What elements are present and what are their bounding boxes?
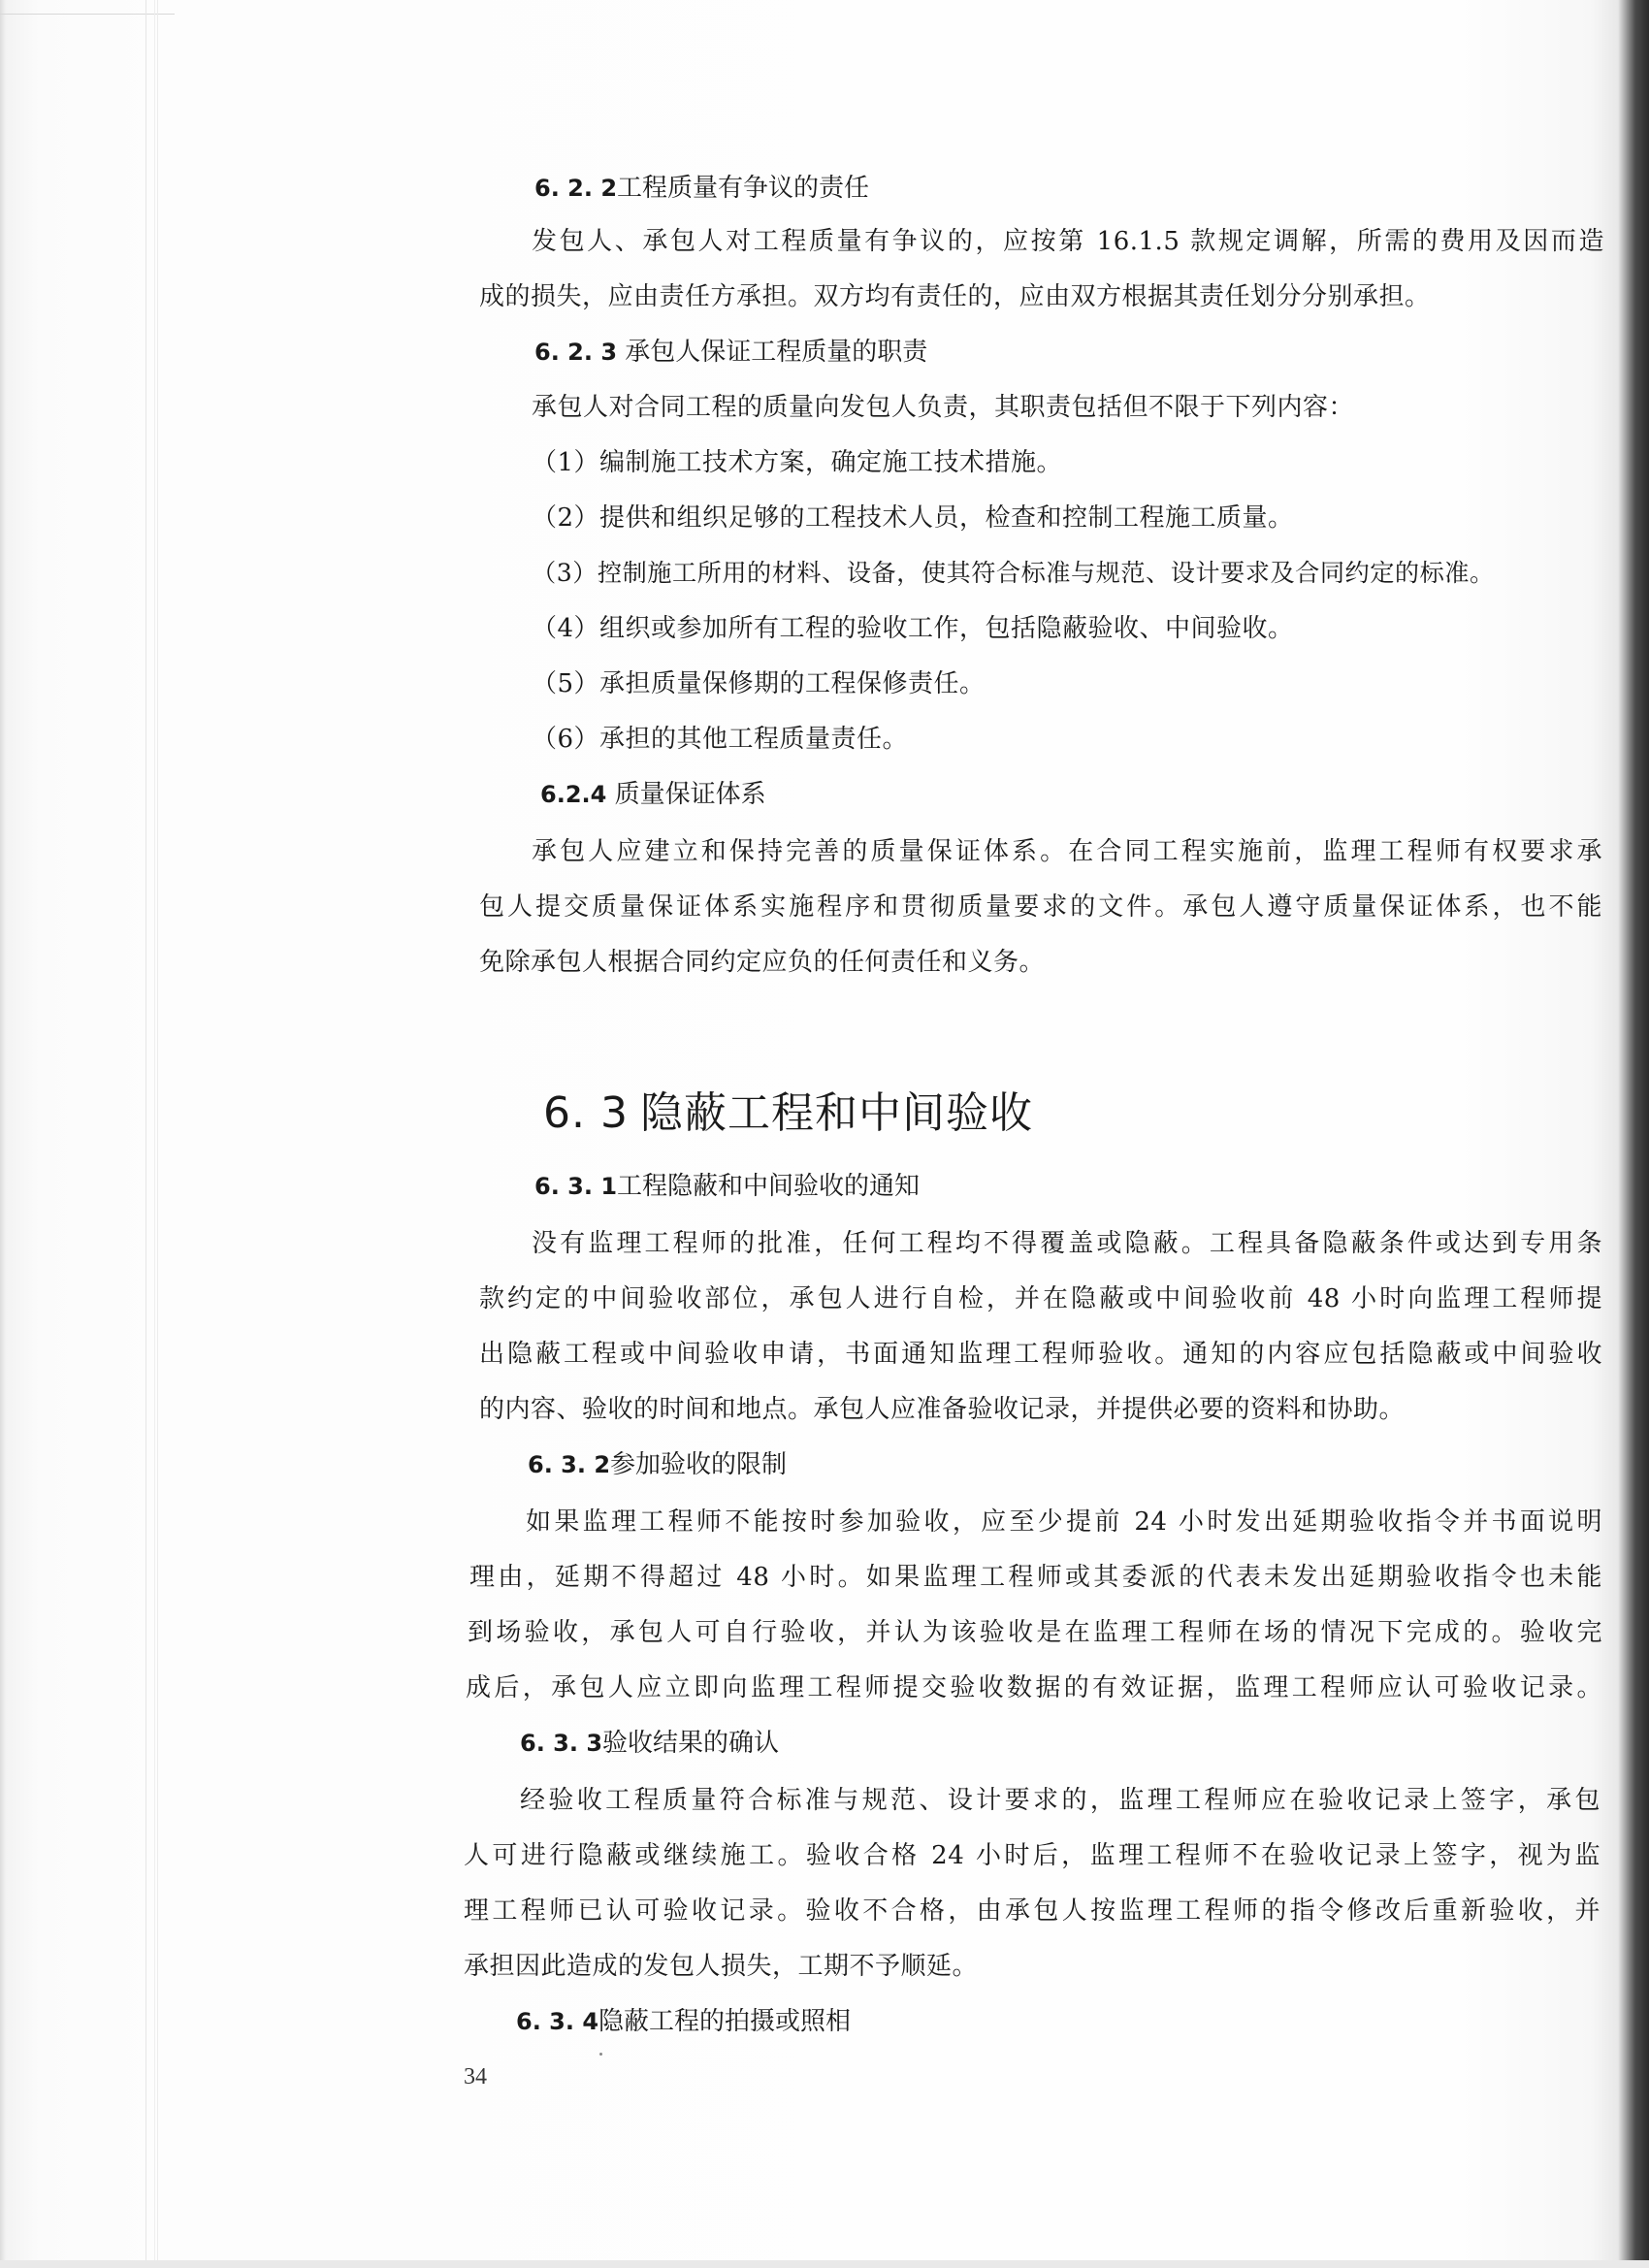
clause-number: 6. 3. 3 <box>520 1730 603 1757</box>
paragraph-line: 理由，延期不得超过 48 小时。如果监理工程师或其委派的代表未发出延期验收指令也未能 <box>469 1563 1602 1592</box>
section-title: 隐蔽工程和中间验收 <box>640 1088 1033 1138</box>
paragraph-line: 承包人应建立和保持完善的质量保证体系。在合同工程实施前，监理工程师有权要求承 <box>532 837 1602 866</box>
clause-number: 6. 2. 2 <box>534 175 618 202</box>
clause-heading <box>516 2002 851 2041</box>
clause-title: 验收结果的确认 <box>602 1729 780 1758</box>
clause-title: 参加验收的限制 <box>610 1450 788 1479</box>
clause-heading <box>520 1724 779 1763</box>
clause-title: 质量保证体系 <box>606 780 766 809</box>
paragraph-line: 成后，承包人应立即向监理工程师提交验收数据的有效证据，监理工程师应认可验收记录。 <box>466 1673 1602 1702</box>
clause-number: 6.2.4 <box>540 781 607 808</box>
paragraph-line: 没有监理工程师的批准，任何工程均不得覆盖或隐蔽。工程具备隐蔽条件或达到专用条 <box>532 1229 1602 1258</box>
paragraph-line: 的内容、验收的时间和地点。承包人应准备验收记录，并提供必要的资料和协助。 <box>479 1395 1406 1424</box>
paragraph-line: 承担因此造成的发包人损失，工期不予顺延。 <box>464 1952 979 1981</box>
clause-title: 工程隐蔽和中间验收的通知 <box>617 1172 921 1201</box>
paragraph-line: 到场验收，承包人可自行验收，并认为该验收是在监理工程师在场的情况下完成的。验收完 <box>468 1618 1602 1647</box>
clause-number: 6. 3. 2 <box>528 1451 611 1478</box>
paragraph-line: 发包人、承包人对工程质量有争议的，应按第 16.1.5 款规定调解，所需的费用及因而造 <box>532 227 1604 256</box>
paragraph-line: 理工程师已认可验收记录。验收不合格，由承包人按监理工程师的指令修改后重新验收，并 <box>464 1896 1600 1926</box>
clause-heading <box>540 775 766 814</box>
clause-number: 6. 3. 1 <box>534 1173 618 1200</box>
clause-heading <box>534 1167 920 1206</box>
section-heading <box>543 1086 1033 1141</box>
paragraph-line: 包人提交质量保证体系实施程序和贯彻质量要求的文件。承包人遵守质量保证体系，也不能 <box>479 892 1602 922</box>
paragraph-line: 成的损失，应由责任方承担。双方均有责任的，应由双方根据其责任划分分别承担。 <box>479 282 1431 311</box>
clause-title: 工程质量有争议的责任 <box>617 174 870 203</box>
clause-heading <box>534 169 869 208</box>
paragraph-line: 经验收工程质量符合标准与规范、设计要求的，监理工程师应在验收记录上签字，承包 <box>520 1786 1600 1815</box>
clause-number: 6. 2. 3 <box>534 339 618 366</box>
list-item: （2）提供和组织足够的工程技术人员，检查和控制工程施工质量。 <box>532 503 1294 533</box>
clause-title: 承包人保证工程质量的职责 <box>617 338 928 367</box>
list-item: （5）承担质量保修期的工程保修责任。 <box>532 669 986 698</box>
page-number: 34 <box>464 2064 487 2090</box>
section-number: 6. 3 <box>543 1088 629 1138</box>
clause-number: 6. 3. 4 <box>516 2008 599 2035</box>
scan-speck <box>599 2053 602 2056</box>
clause-heading <box>534 333 927 372</box>
clause-heading <box>528 1445 787 1484</box>
paragraph-line: 免除承包人根据合同约定应负的任何责任和义务。 <box>479 948 1046 977</box>
list-item: （6）承担的其他工程质量责任。 <box>532 725 909 754</box>
paragraph-line: 承包人对合同工程的质量向发包人负责，其职责包括但不限于下列内容： <box>532 393 1355 422</box>
list-item: （4）组织或参加所有工程的验收工作，包括隐蔽验收、中间验收。 <box>532 614 1294 643</box>
clause-title: 隐蔽工程的拍摄或照相 <box>598 2007 852 2036</box>
paragraph-line: 款约定的中间验收部位，承包人进行自检，并在隐蔽或中间验收前 48 小时向监理工程师提 <box>479 1284 1602 1313</box>
list-item: （1）编制施工技术方案，确定施工技术措施。 <box>532 448 1063 477</box>
paragraph-line: 出隐蔽工程或中间验收申请，书面通知监理工程师验收。通知的内容应包括隐蔽或中间验收 <box>479 1340 1602 1369</box>
paragraph-line: 人可进行隐蔽或继续施工。验收合格 24 小时后，监理工程师不在验收记录上签字，视为监 <box>464 1841 1600 1870</box>
list-item: （3）控制施工所用的材料、设备，使其符合标准与规范、设计要求及合同约定的标准。 <box>532 559 1495 587</box>
paragraph-line: 如果监理工程师不能按时参加验收，应至少提前 24 小时发出延期验收指令并书面说明 <box>526 1507 1602 1537</box>
